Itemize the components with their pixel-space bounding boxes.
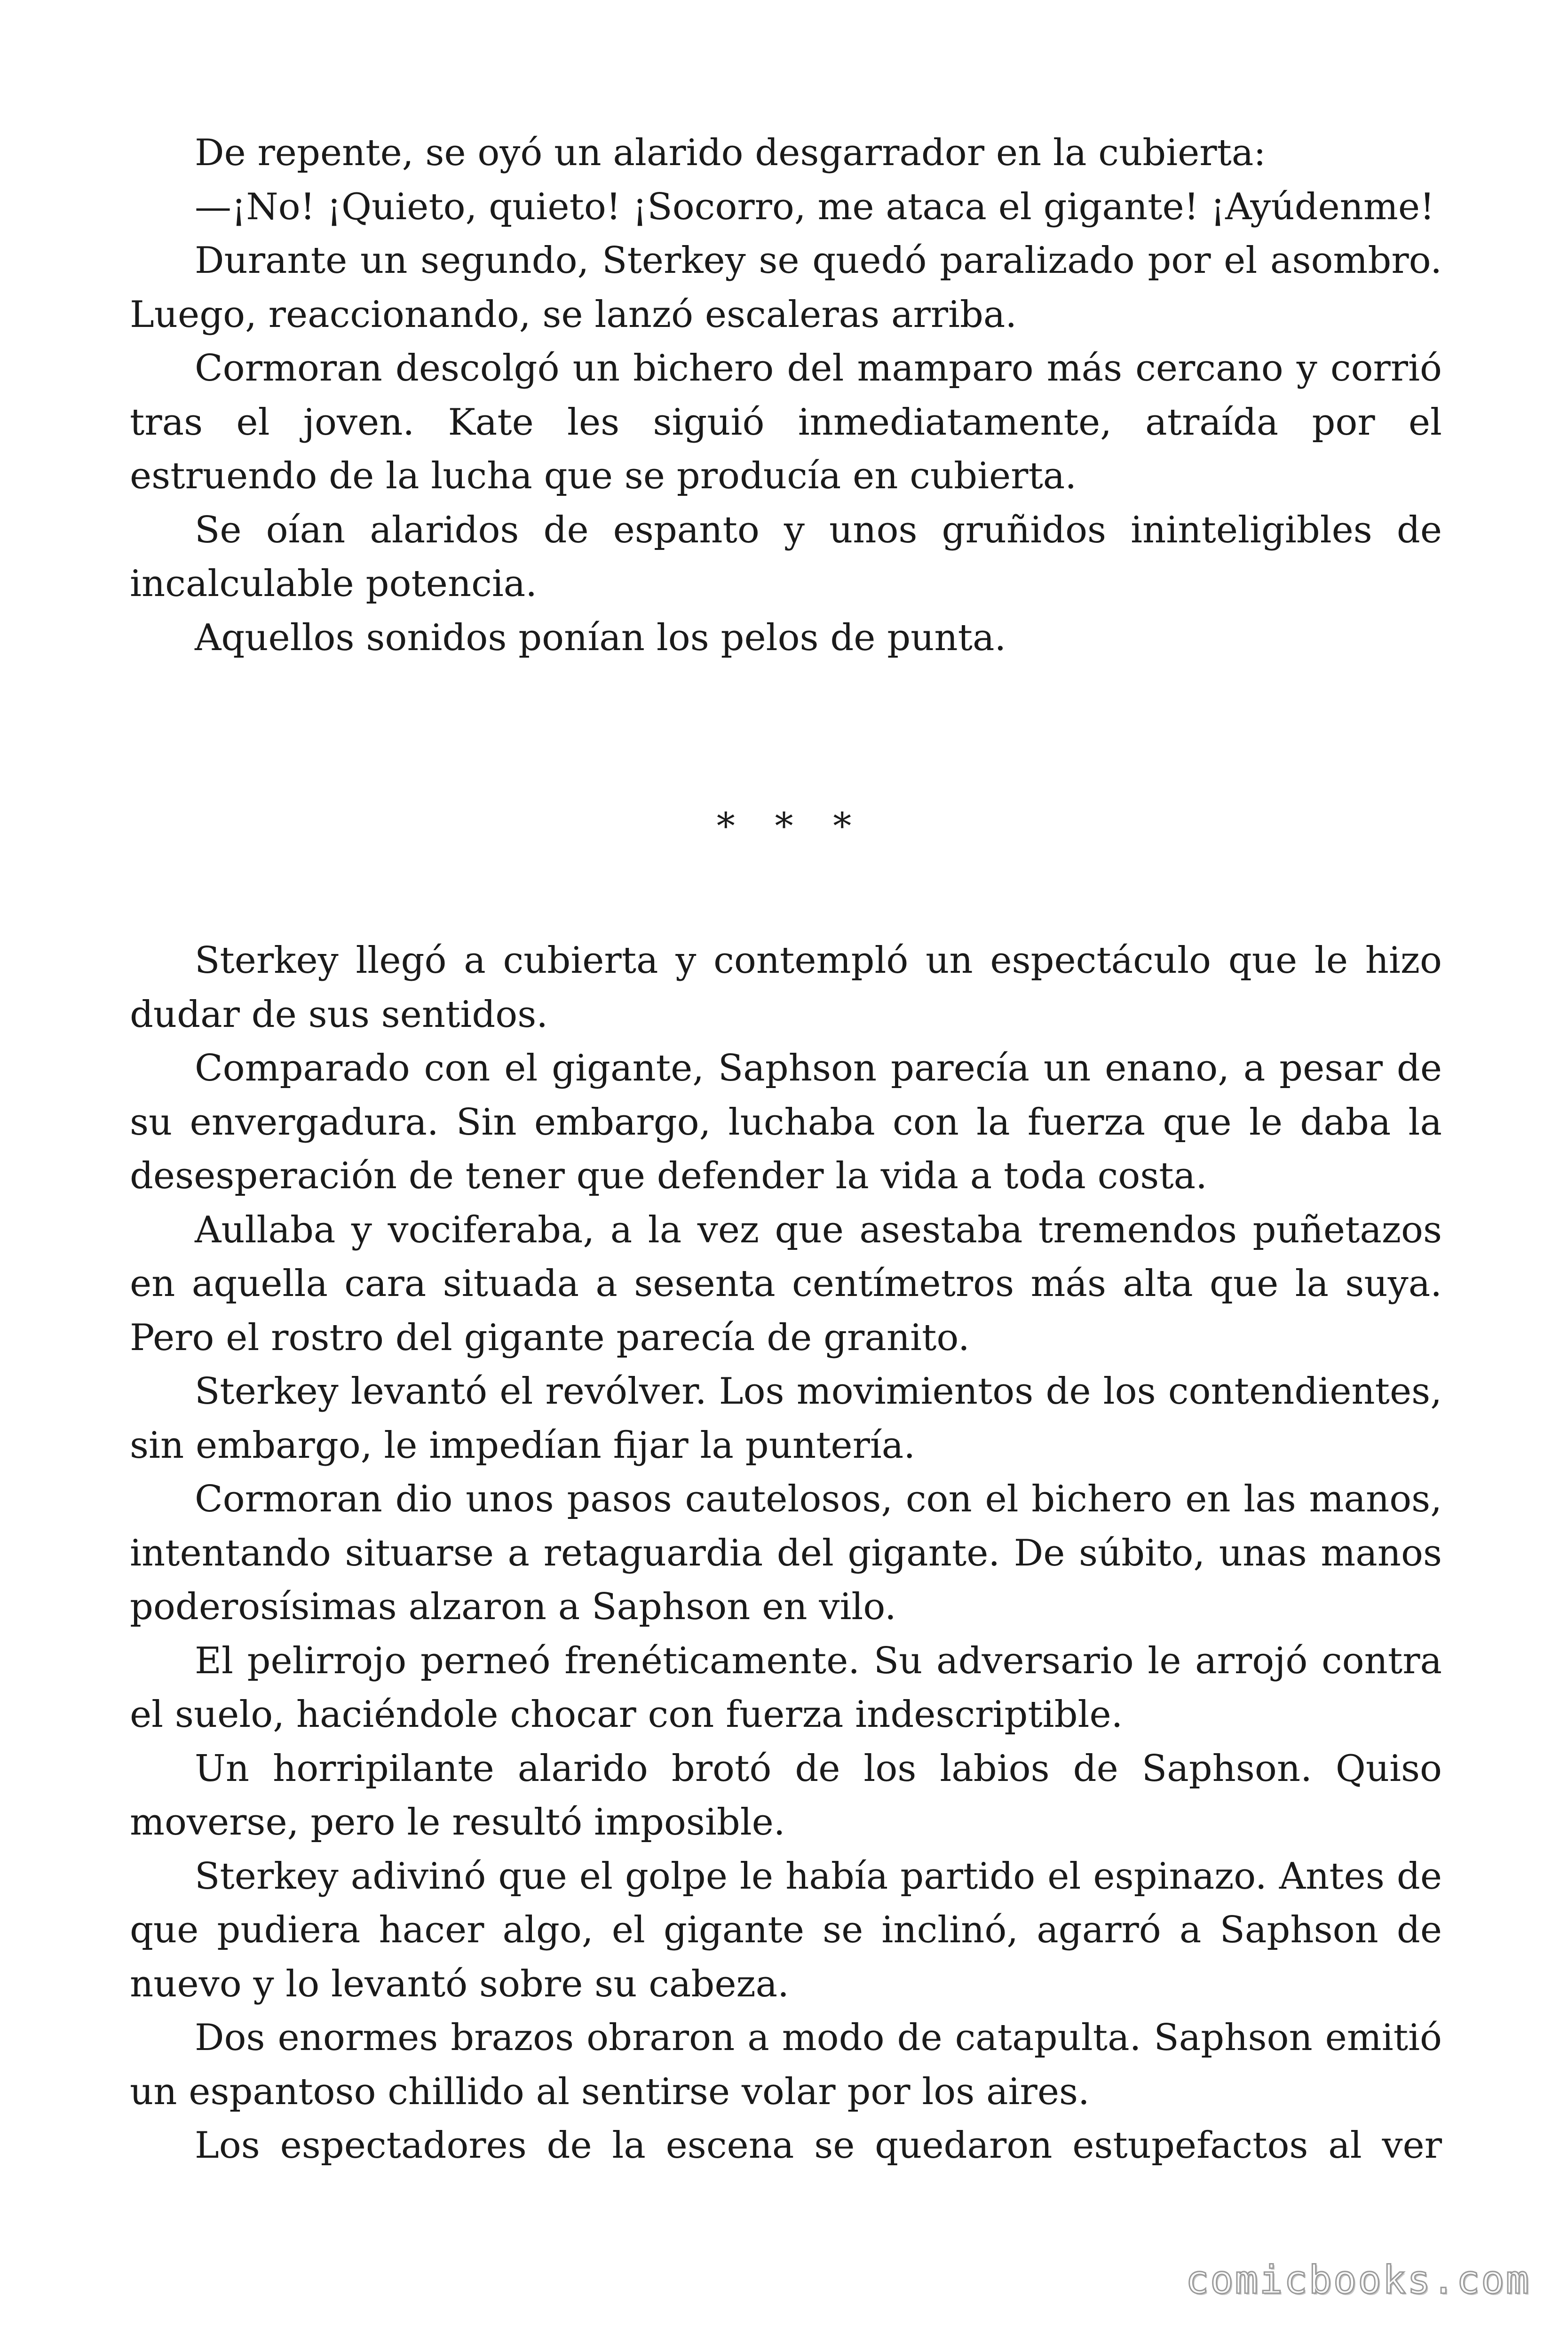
text-block-before-break <box>130 126 1442 665</box>
paragraph: Sterkey adivinó que el golpe le había partido el espinazo. Antes de que pudiera hacer algo, el gigante se inclinó, agarró a Saphson de nuevo y lo levantó sobre su cabeza. <box>130 1855 1442 2005</box>
paragraph: Sterkey llegó a cubierta y contempló un espectáculo que le hizo dudar de sus sentidos. <box>130 939 1442 1036</box>
paragraph: Se oían alaridos de espanto y unos gruñidos ininteligibles de incalculable potencia. <box>130 509 1442 605</box>
paragraph: Aquellos sonidos ponían los pelos de punta. <box>195 616 1006 659</box>
paragraph: Durante un segundo, Sterkey se quedó paralizado por el asombro. Luego, reaccionando, se lanzó escaleras arriba. <box>130 239 1442 336</box>
paragraph: Comparado con el gigante, Saphson parecía un enano, a pesar de su envergadura. Sin embargo, luchaba con la fuerza que le daba la desesperación de tener que defender la vida a toda costa. <box>130 1047 1442 1197</box>
paragraph: Cormoran descolgó un bichero del mamparo más cercano y corrió tras el joven. Kate les siguió inmediatamente, atraída por el estruendo de la lucha que se producía en cubierta. <box>130 347 1442 497</box>
paragraph: Cormoran dio unos pasos cautelosos, con el bichero en las manos, intentando situarse a retaguardia del gigante. De súbito, unas manos poderosísimas alzaron a Saphson en vilo. <box>130 1478 1442 1628</box>
scene-break: * * * <box>716 805 866 848</box>
paragraph: El pelirrojo perneó frenéticamente. Su adversario le arrojó contra el suelo, haciéndole chocar con fuerza indescriptible. <box>130 1639 1442 1736</box>
paragraph: Sterkey levantó el revólver. Los movimientos de los contendientes, sin embargo, le impedían fijar la puntería. <box>130 1370 1442 1467</box>
paragraph: Un horripilante alarido brotó de los labios de Saphson. Quiso moverse, pero le resultó imposible. <box>130 1747 1442 1843</box>
paragraph: —¡No! ¡Quieto, quieto! ¡Socorro, me ataca el gigante! ¡Ayúdenme! <box>195 185 1435 228</box>
paragraph: Aullaba y vociferaba, a la vez que asestaba tremendos puñetazos en aquella cara situada a sesenta centímetros más alta que la suya. Pero el rostro del gigante parecía de granito. <box>130 1208 1442 1359</box>
paragraph: Dos enormes brazos obraron a modo de catapulta. Saphson emitió un espantoso chillido al sentirse volar por los aires. <box>130 2017 1442 2113</box>
paragraph: De repente, se oyó un alarido desgarrador en la cubierta: <box>195 132 1266 174</box>
paragraph: Los espectadores de la escena se quedaron estupefactos al ver <box>195 2124 1442 2167</box>
text-block-after-break <box>130 934 1442 2173</box>
watermark: comicbooks.com <box>1185 2258 1530 2303</box>
